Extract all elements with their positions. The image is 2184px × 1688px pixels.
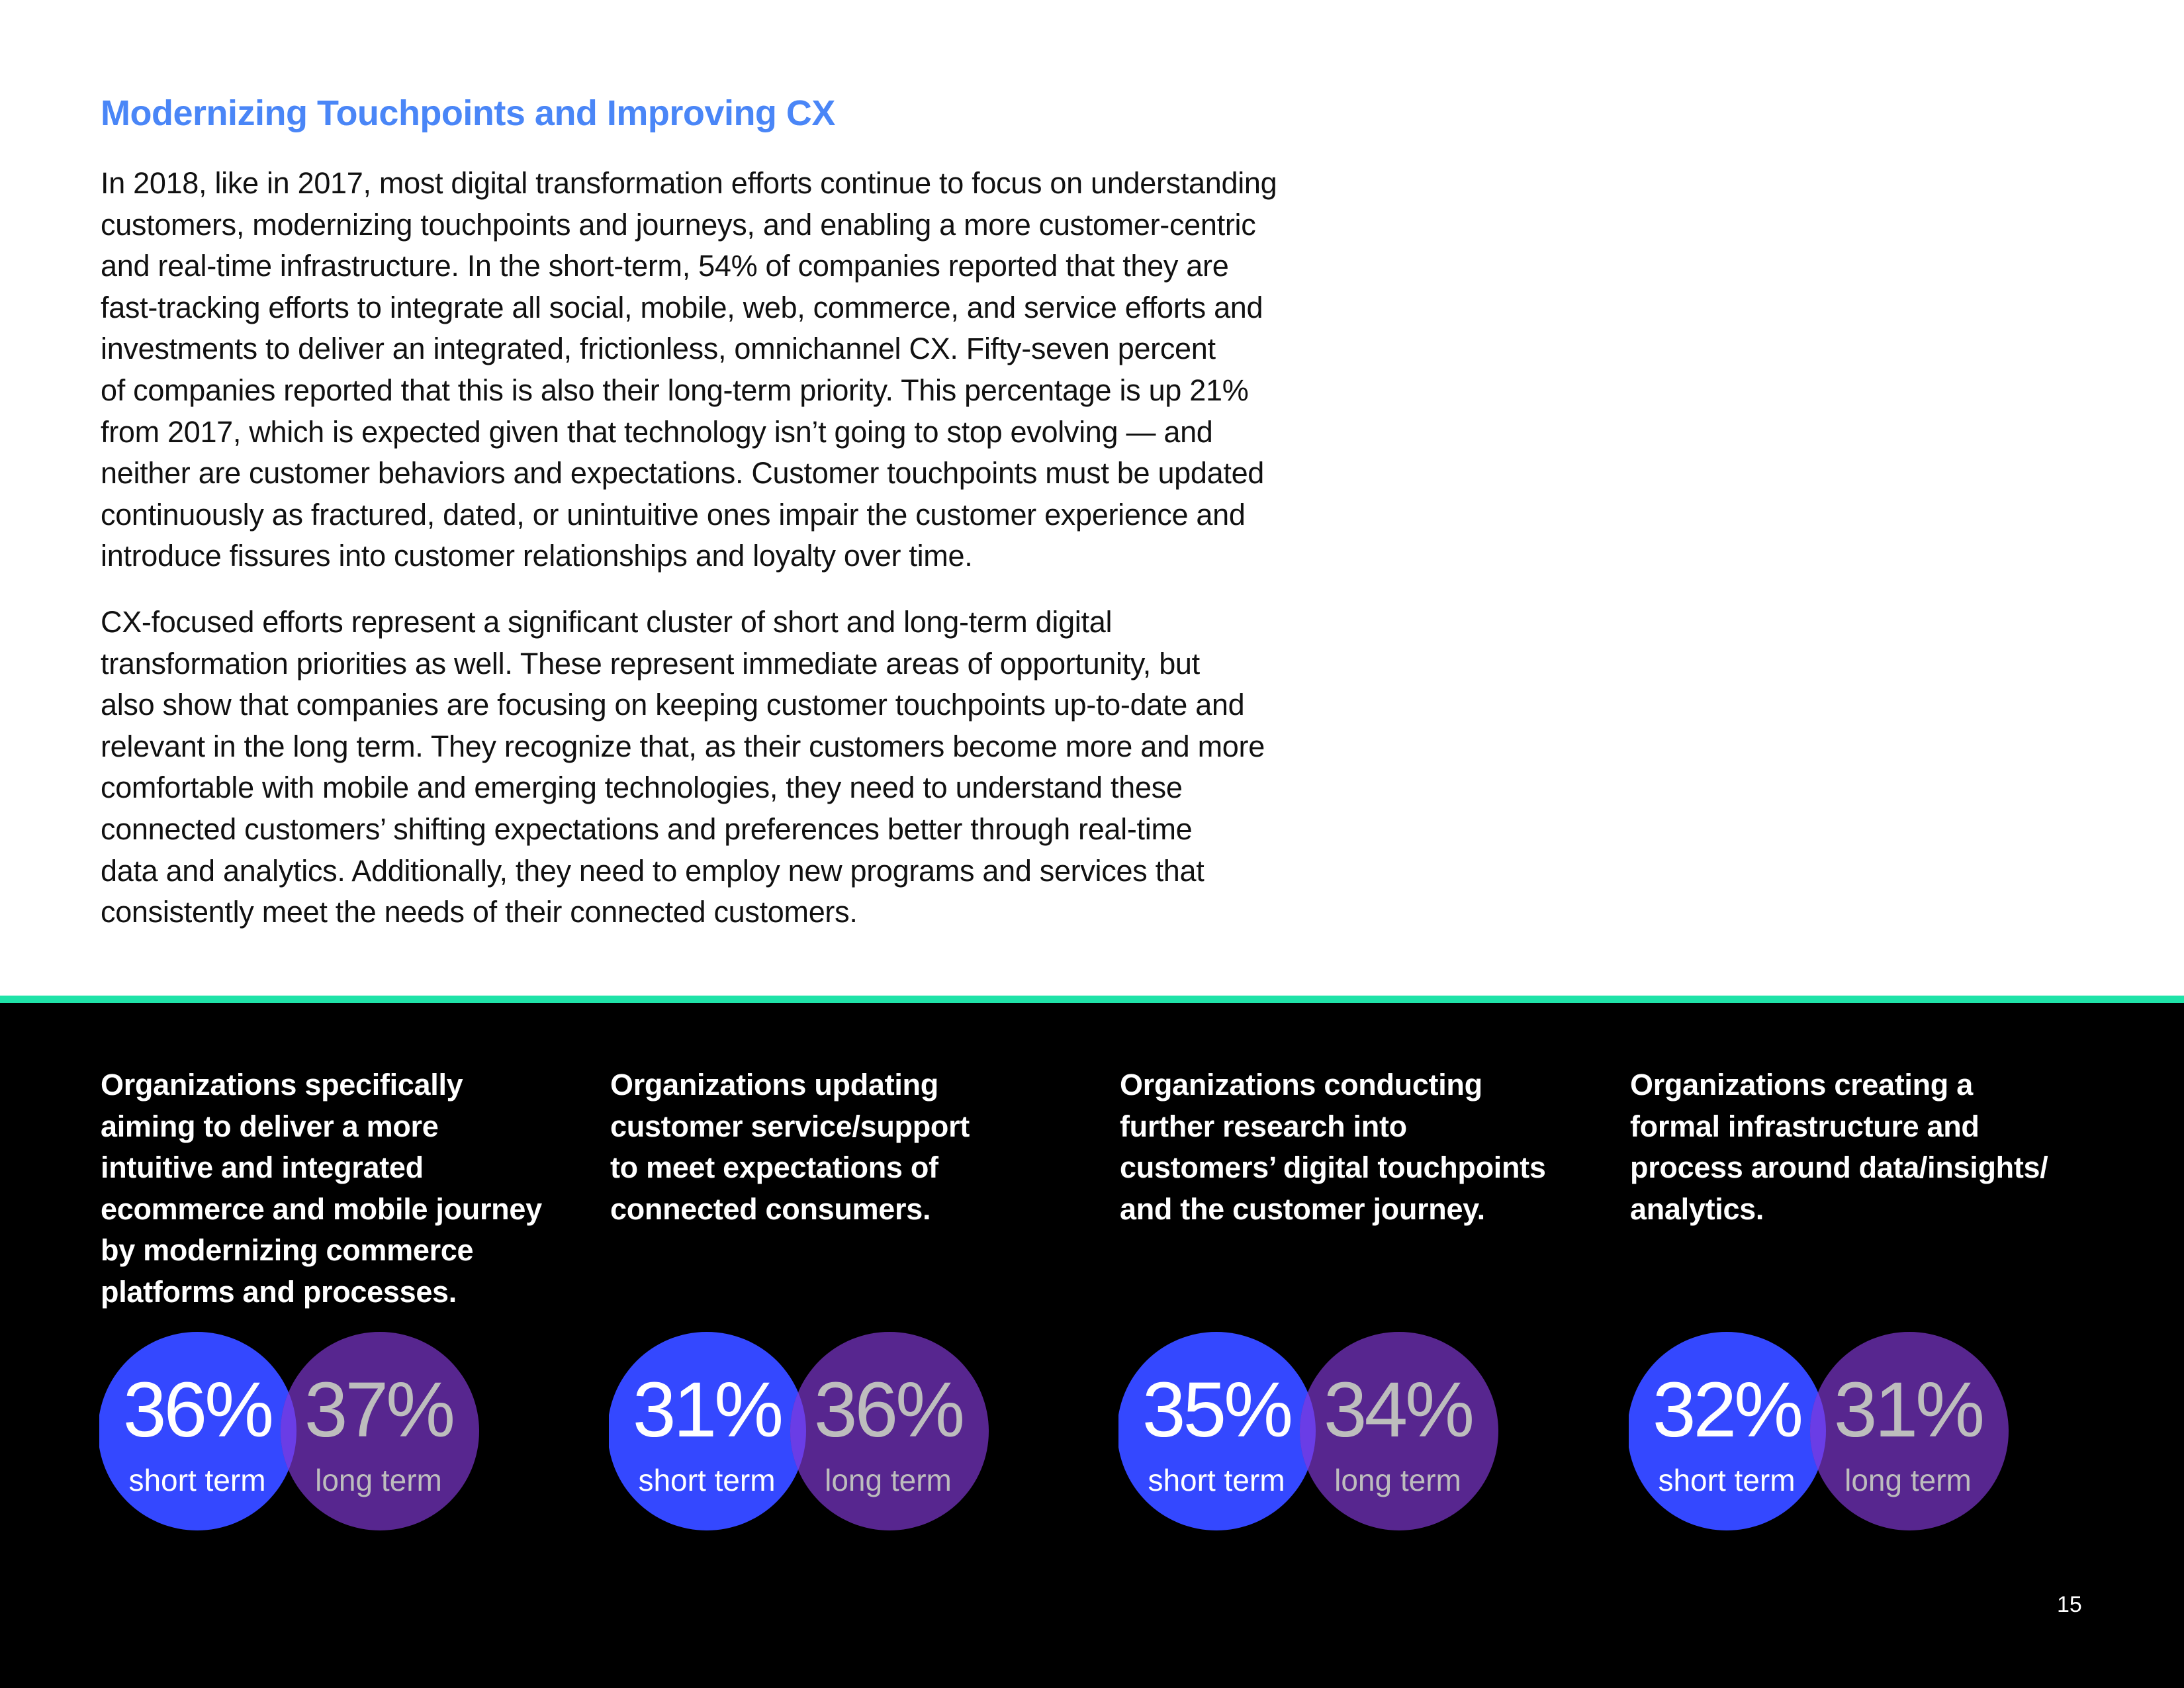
paragraph-line: customers, modernizing touchpoints and journeys, and enabling a more customer-centric xyxy=(101,207,1256,242)
stat-title-line: Organizations conducting xyxy=(1120,1068,1482,1102)
body-paragraph-1 xyxy=(101,163,1277,577)
stat-title-line: to meet expectations of xyxy=(610,1150,938,1185)
venn-diagram xyxy=(609,1331,1006,1536)
long-term-label: long term xyxy=(315,1463,442,1497)
short-term-label: short term xyxy=(1148,1463,1285,1497)
venn-diagram xyxy=(1629,1331,2026,1536)
long-term-value: 36% xyxy=(813,1366,963,1454)
stat-card xyxy=(1630,1064,2107,1230)
short-term-value: 35% xyxy=(1142,1366,1291,1454)
stat-title xyxy=(610,1064,1087,1230)
paragraph-line: introduce fissures into customer relationships and loyalty over time. xyxy=(101,539,973,573)
paragraph-line: of companies reported that this is also their long-term priority. This percentage is up 21% xyxy=(101,373,1249,407)
paragraph-line: comfortable with mobile and emerging technologies, they need to understand these xyxy=(101,771,1183,805)
short-term-value: 32% xyxy=(1652,1366,1801,1454)
section-heading: Modernizing Touchpoints and Improving CX xyxy=(101,93,835,133)
page-number: 15 xyxy=(2057,1592,2082,1617)
accent-divider xyxy=(0,996,2184,1003)
long-term-value: 34% xyxy=(1323,1366,1473,1454)
stat-card xyxy=(1120,1064,1596,1230)
short-term-label: short term xyxy=(1658,1463,1796,1497)
paragraph-line: also show that companies are focusing on keeping customer touchpoints up-to-date and xyxy=(101,688,1245,722)
paragraph-line: relevant in the long term. They recognize that, as their customers become more and more xyxy=(101,729,1265,763)
stat-title-line: Organizations creating a xyxy=(1630,1068,1973,1102)
stat-title-line: aiming to deliver a more xyxy=(101,1109,439,1143)
paragraph-line: CX-focused efforts represent a significant cluster of short and long-term digital xyxy=(101,605,1113,639)
stat-title-line: platforms and processes. xyxy=(101,1274,457,1309)
stat-title-line: connected consumers. xyxy=(610,1192,931,1226)
venn-diagram xyxy=(1118,1331,1516,1536)
paragraph-line: fast-tracking efforts to integrate all social, mobile, web, commerce, and service efforts and xyxy=(101,290,1263,324)
paragraph-line: connected customers’ shifting expectations and preferences better through real-time xyxy=(101,812,1193,846)
paragraph-line: In 2018, like in 2017, most digital transformation efforts continue to focus on understanding xyxy=(101,166,1277,200)
paragraph-line: from 2017, which is expected given that technology isn’t going to stop evolving — and xyxy=(101,414,1213,449)
paragraph-line: transformation priorities as well. These represent immediate areas of opportunity, but xyxy=(101,646,1200,680)
paragraph-line: data and analytics. Additionally, they need to employ new programs and services that xyxy=(101,853,1205,888)
stat-title-line: customers’ digital touchpoints xyxy=(1120,1150,1546,1185)
stat-title xyxy=(101,1064,577,1313)
stat-title xyxy=(1120,1064,1596,1230)
stat-title-line: ecommerce and mobile journey xyxy=(101,1192,542,1226)
body-paragraph-2 xyxy=(101,602,1265,933)
stat-title-line: process around data/insights/ xyxy=(1630,1150,2048,1185)
paragraph-line: neither are customer behaviors and expectations. Customer touchpoints must be updated xyxy=(101,456,1265,491)
venn-diagram xyxy=(99,1331,496,1536)
stat-title-line: Organizations updating xyxy=(610,1068,938,1102)
paragraph-line: consistently meet the needs of their connected customers. xyxy=(101,895,858,929)
stat-title-line: analytics. xyxy=(1630,1192,1764,1226)
stat-title-line: by modernizing commerce xyxy=(101,1233,474,1268)
paragraph-line: and real-time infrastructure. In the short-term, 54% of companies reported that they are xyxy=(101,249,1229,283)
stat-title-line: and the customer journey. xyxy=(1120,1192,1485,1226)
stat-title-line: customer service/support xyxy=(610,1109,970,1143)
long-term-label: long term xyxy=(1844,1463,1972,1497)
stat-title-line: Organizations specifically xyxy=(101,1068,463,1102)
short-term-label: short term xyxy=(638,1463,776,1497)
long-term-label: long term xyxy=(1334,1463,1461,1497)
stat-title xyxy=(1630,1064,2107,1230)
paragraph-line: continuously as fractured, dated, or unintuitive ones impair the customer experience and xyxy=(101,497,1246,532)
short-term-value: 36% xyxy=(122,1366,272,1454)
stat-title-line: further research into xyxy=(1120,1109,1407,1143)
short-term-label: short term xyxy=(128,1463,266,1497)
stat-card xyxy=(610,1064,1087,1230)
stat-title-line: intuitive and integrated xyxy=(101,1150,424,1185)
short-term-value: 31% xyxy=(632,1366,782,1454)
stat-card xyxy=(101,1064,577,1313)
long-term-label: long term xyxy=(825,1463,952,1497)
paragraph-line: investments to deliver an integrated, frictionless, omnichannel CX. Fifty-seven percent xyxy=(101,332,1216,366)
stat-title-line: formal infrastructure and xyxy=(1630,1109,1979,1143)
long-term-value: 37% xyxy=(304,1366,453,1454)
long-term-value: 31% xyxy=(1833,1366,1983,1454)
